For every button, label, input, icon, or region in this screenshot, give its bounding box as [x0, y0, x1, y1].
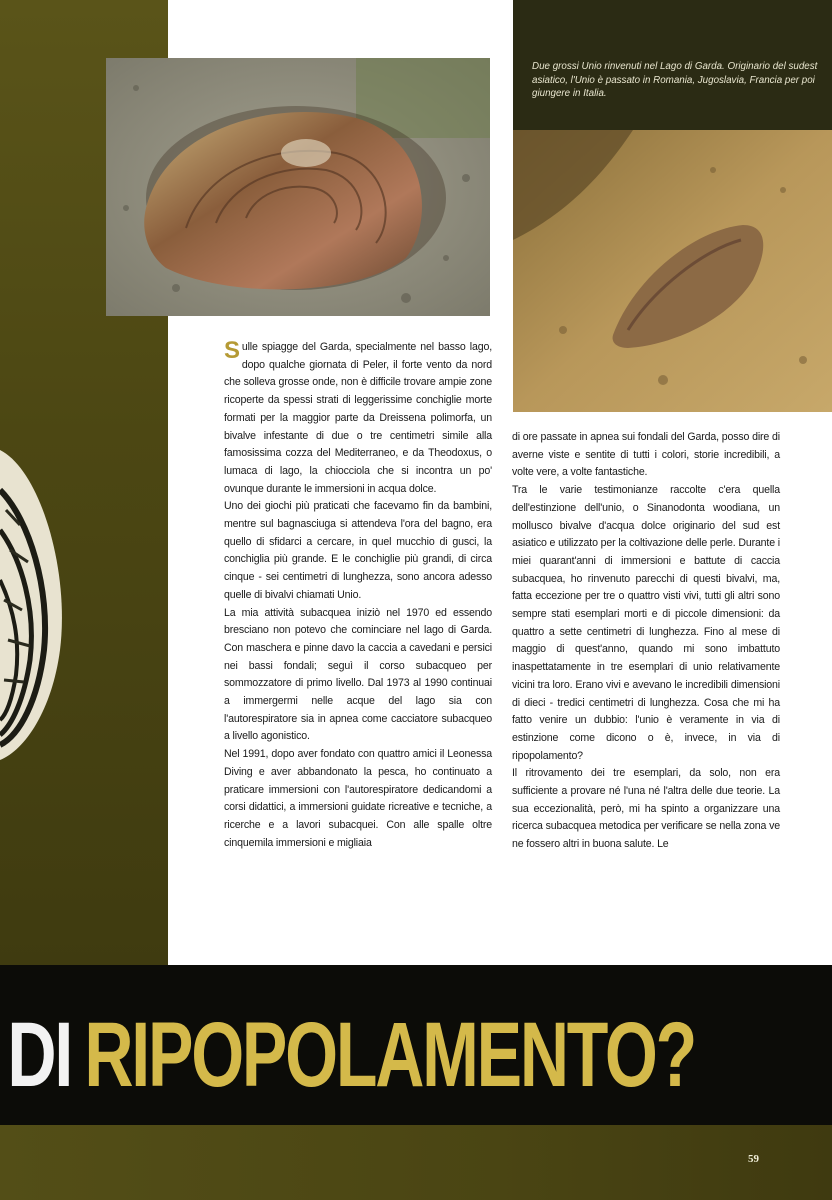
- article-title: [0, 1000, 696, 1110]
- paragraph: Tra le varie testimonianze raccolte c'era quella dell'estinzione dell'unio, o Sinanodonta woodiana, un mollusco bivalve d'acqua dolce originario del sud est asiatico e utilizzato per la coltivazione delle perle. Durante i miei quarant'anni di immersioni e battute di caccia subacquea, ho rinvenuto parecchi di questi bivalvi, ma, fatta eccezione per tre o quattro visti vivi, tutti gli altri sono sempre stati esemplari morti e di piccole dimensioni: da quattro a sette centimetri di lunghezza. Fino al mese di maggio di quest'anno, quando mi sono imbattuto inaspettatamente in tre esemplari di unio relativamente vicini tra loro. Erano vivi e avevano le incredibili dimensioni di dieci - tredici centimetri di lunghezza. Cosa che mi ha fatto venire un dubbio: l'unio è veramente in via di estinzione come dicono o è, invece, in via di ripopolamento?: [512, 484, 780, 762]
- paragraph: Uno dei giochi più praticati che facevamo fin da bambini, mentre sul bagnasciuga si attendeva l'ora del bagno, era quello di sfidarci a cercare, in quel mucchio di gusci, la conchiglia più grande. E le conchiglie più grandi, di circa cinque - sei centimetri di lunghezza, sono ancora adesso quelle di bivalvi chiamati Unio.: [224, 500, 492, 601]
- title-prefix: DI: [7, 1004, 72, 1106]
- paragraph: Sulle spiagge del Garda, specialmente nel basso lago, dopo qualche giornata di Peler, il forte vento da nord che solleva grosse onde, non è difficile trovare ampie zone ricoperte da spessi strati di leggerissime conchiglie morte formati per la maggior parte da Dreissena polimorfa, un bivalve infestante di due o tre centimetri simile alla famosissima cozza del Mediterraneo, e da Theodoxus, o lumaca di lago, la chiocciola che si incontra un po' ovunque durante le immersioni in acqua dolce.: [224, 337, 492, 495]
- photo-caption: Due grossi Unio rinvenuti nel Lago di Garda. Originario del sudest asiatico, l'Unio è passato in Romania, Jugoslavia, Francia per poi giungere in Italia.: [532, 61, 818, 99]
- article-column-2: [512, 429, 780, 854]
- footer-band: [0, 1125, 832, 1200]
- article-column-1: [224, 339, 492, 852]
- paragraph: Il ritrovamento dei tre esemplari, da solo, non era sufficiente a provare né l'una né l'altra delle due teorie. La sua eccezionalità, però, mi ha spinto a organizzare una ricerca subacquea metodica per verificare se nella zona ve ne fossero altri in buona salute. Le: [512, 767, 780, 851]
- shell-illustration: [0, 450, 70, 760]
- paragraph: Nel 1991, dopo aver fondato con quattro amici il Leonessa Diving e aver abbandonato la pesca, ho continuato a praticare immersioni con l'autorespiratore dedicandomi a corsi didattici, a immersioni guidate ricreative e tecniche, a ricerche e a lavori subacquei. Con alle spalle oltre cinquemila immersioni e migliaia: [224, 748, 492, 849]
- page-number: 59: [748, 1153, 759, 1165]
- unio-shell-photo: [106, 58, 490, 316]
- drop-cap: S: [224, 337, 240, 364]
- title-main: RIPOPOLAMENTO?: [84, 1004, 696, 1106]
- unio-sand-photo: [513, 130, 832, 412]
- paragraph: La mia attività subacquea iniziò nel 1970 ed essendo bresciano non potevo che cominciare nel lago di Garda. Con maschera e pinne davo la caccia a cavedani e persici nei bassi fondali; seguì il corso subacqueo per sommozzatore di primo livello. Dal 1973 al 1990 continuai a immergermi nelle acque del lago sia con l'autorespiratore sia in apnea come cacciatore subacqueo a livello agonistico.: [224, 606, 492, 743]
- paragraph: di ore passate in apnea sui fondali del Garda, posso dire di averne viste e sentite di tutti i colori, storie incredibili, a volte vere, a volte fantastiche.: [512, 431, 780, 479]
